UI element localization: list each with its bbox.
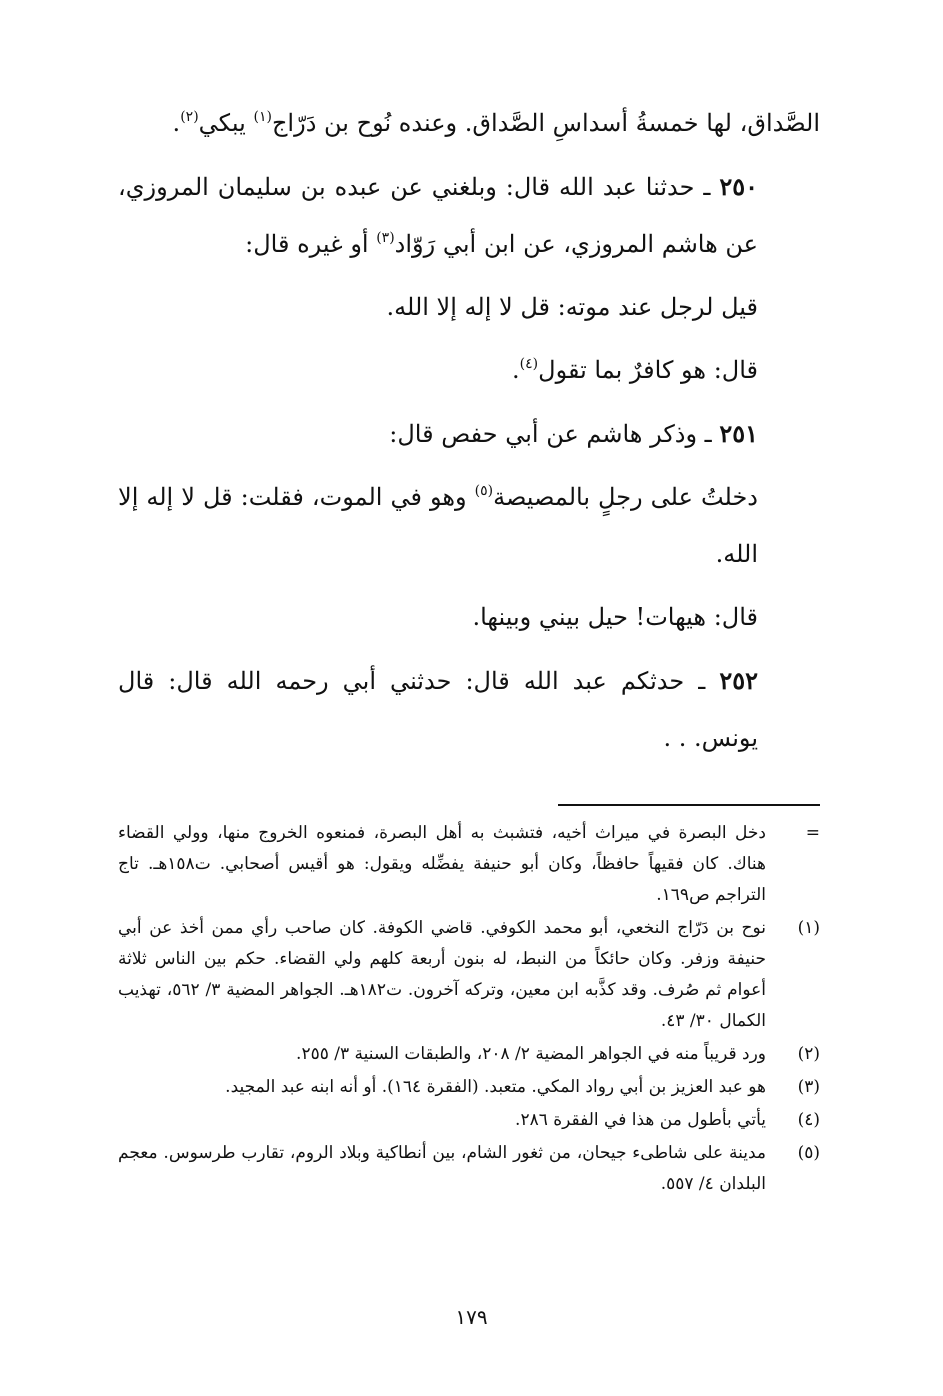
text: ـ حدثنا عبد الله قال: وبلغني عن عبده بن سليمان المروزي، عن هاشم المروزي، عن ابن أبي رَوّاد	[118, 173, 758, 258]
footnote-mark: (٥)	[797, 1143, 820, 1163]
footnote-text: هو عبد العزيز بن أبي رواد المكي. متعبد. (الفقرة ١٦٤). أو أنه ابنه عبد المجيد.	[225, 1077, 766, 1097]
footnote	[118, 1138, 820, 1200]
paragraph-number: ٢٥٢	[719, 666, 758, 695]
paragraph-quote-1	[118, 279, 820, 336]
main-text	[118, 95, 820, 767]
footnote-ref: (١)	[253, 109, 272, 125]
text: قال: هيهات! حيل بيني وبينها.	[472, 603, 758, 631]
text: ـ وذكر هاشم عن أبي حفص قال:	[389, 420, 720, 448]
text: .	[172, 109, 181, 137]
text: يبكي	[198, 109, 254, 137]
footnote-mark: (١)	[797, 918, 820, 938]
paragraph-251	[118, 405, 820, 463]
footnote-ref: (٢)	[180, 109, 199, 125]
footnote	[118, 1072, 820, 1103]
footnote-mark: (٤)	[797, 1110, 820, 1130]
text: وهو في الموت، فقلت: قل لا إله إلا الله.	[118, 483, 758, 568]
text: .	[512, 356, 520, 384]
text: دخلتُ على رجلٍ بالمصيصة	[493, 483, 758, 511]
text: أو غيره قال:	[245, 230, 377, 258]
paragraph-number: ٢٥٠	[719, 172, 758, 201]
footnote-text: مدينة على شاطىء جيحان، من ثغور الشام، بين أنطاكية وبلاد الروم، تقارب طرسوس. معجم البلدان ٤/ ٥٥٧.	[118, 1143, 766, 1194]
footnote-ref: (٣)	[376, 230, 395, 246]
footnote	[118, 1039, 820, 1070]
paragraph-252	[118, 652, 820, 767]
footnote-mark: =	[805, 823, 820, 843]
text: ـ حدثكم عبد الله قال: حدثني أبي رحمه الله قال: قال يونس. . .	[118, 667, 758, 752]
paragraph-250	[118, 158, 820, 273]
footnote-mark: (٢)	[797, 1044, 820, 1064]
footnote	[118, 1105, 820, 1136]
footnote-ref: (٤)	[519, 356, 539, 372]
text: الصَّداق، لها خمسةُ أسداسِ الصَّداق. وعنده نُوح بن دَرّاج	[271, 109, 820, 137]
footnote-mark: (٣)	[797, 1077, 820, 1097]
page-number: ١٧٩	[455, 1305, 488, 1329]
footnote	[118, 818, 820, 911]
paragraph-quote-3	[118, 469, 820, 583]
footnote-text: دخل البصرة في ميراث أخيه، فتشبث به أهل البصرة، فمنعوه الخروج منها، وولي القضاء هناك. كان فقيهاً حافظاً، وكان أبو حنيفة يفضِّله ويقول: هو أقيس أصحابي. ت١٥٨هـ. تاج التراجم ص١٦٩.	[118, 823, 767, 905]
footnote-separator	[558, 804, 820, 806]
footnote-text: يأتي بأطول من هذا في الفقرة ٢٨٦.	[515, 1110, 766, 1130]
footnote-ref: (٥)	[474, 483, 494, 499]
text: قال: هو كافرٌ بما تقول	[538, 356, 758, 384]
paragraph-continuation	[118, 95, 820, 152]
footnote	[118, 913, 820, 1037]
footnote-text: نوح بن دَرّاج النخعي، أبو محمد الكوفي. قاضي الكوفة. كان صاحب رأي ممن أخذ عن أبي حنيفة وزفر. وكان حائكاً من النبط، له بنون أربعة كلهم ولي القضاء. حكم بين الناس ثلاثة أعوام ثم صُرف. وقد كذَّبه ابن معين، وتركه آخرون. ت١٨٢هـ. الجواهر المضية ٣/ ٥٦٢، تهذيب الكمال ٣٠/ ٤٣.	[118, 918, 766, 1031]
footnotes	[118, 818, 820, 1202]
paragraph-quote-4	[118, 589, 820, 646]
footnote-text: ورد قريباً منه في الجواهر المضية ٢/ ٢٠٨، والطبقات السنية ٣/ ٢٥٥.	[296, 1044, 766, 1064]
paragraph-number: ٢٥١	[719, 419, 758, 448]
text: قيل لرجل عند موته: قل لا إله إلا الله.	[386, 293, 758, 321]
paragraph-quote-2	[118, 342, 820, 399]
